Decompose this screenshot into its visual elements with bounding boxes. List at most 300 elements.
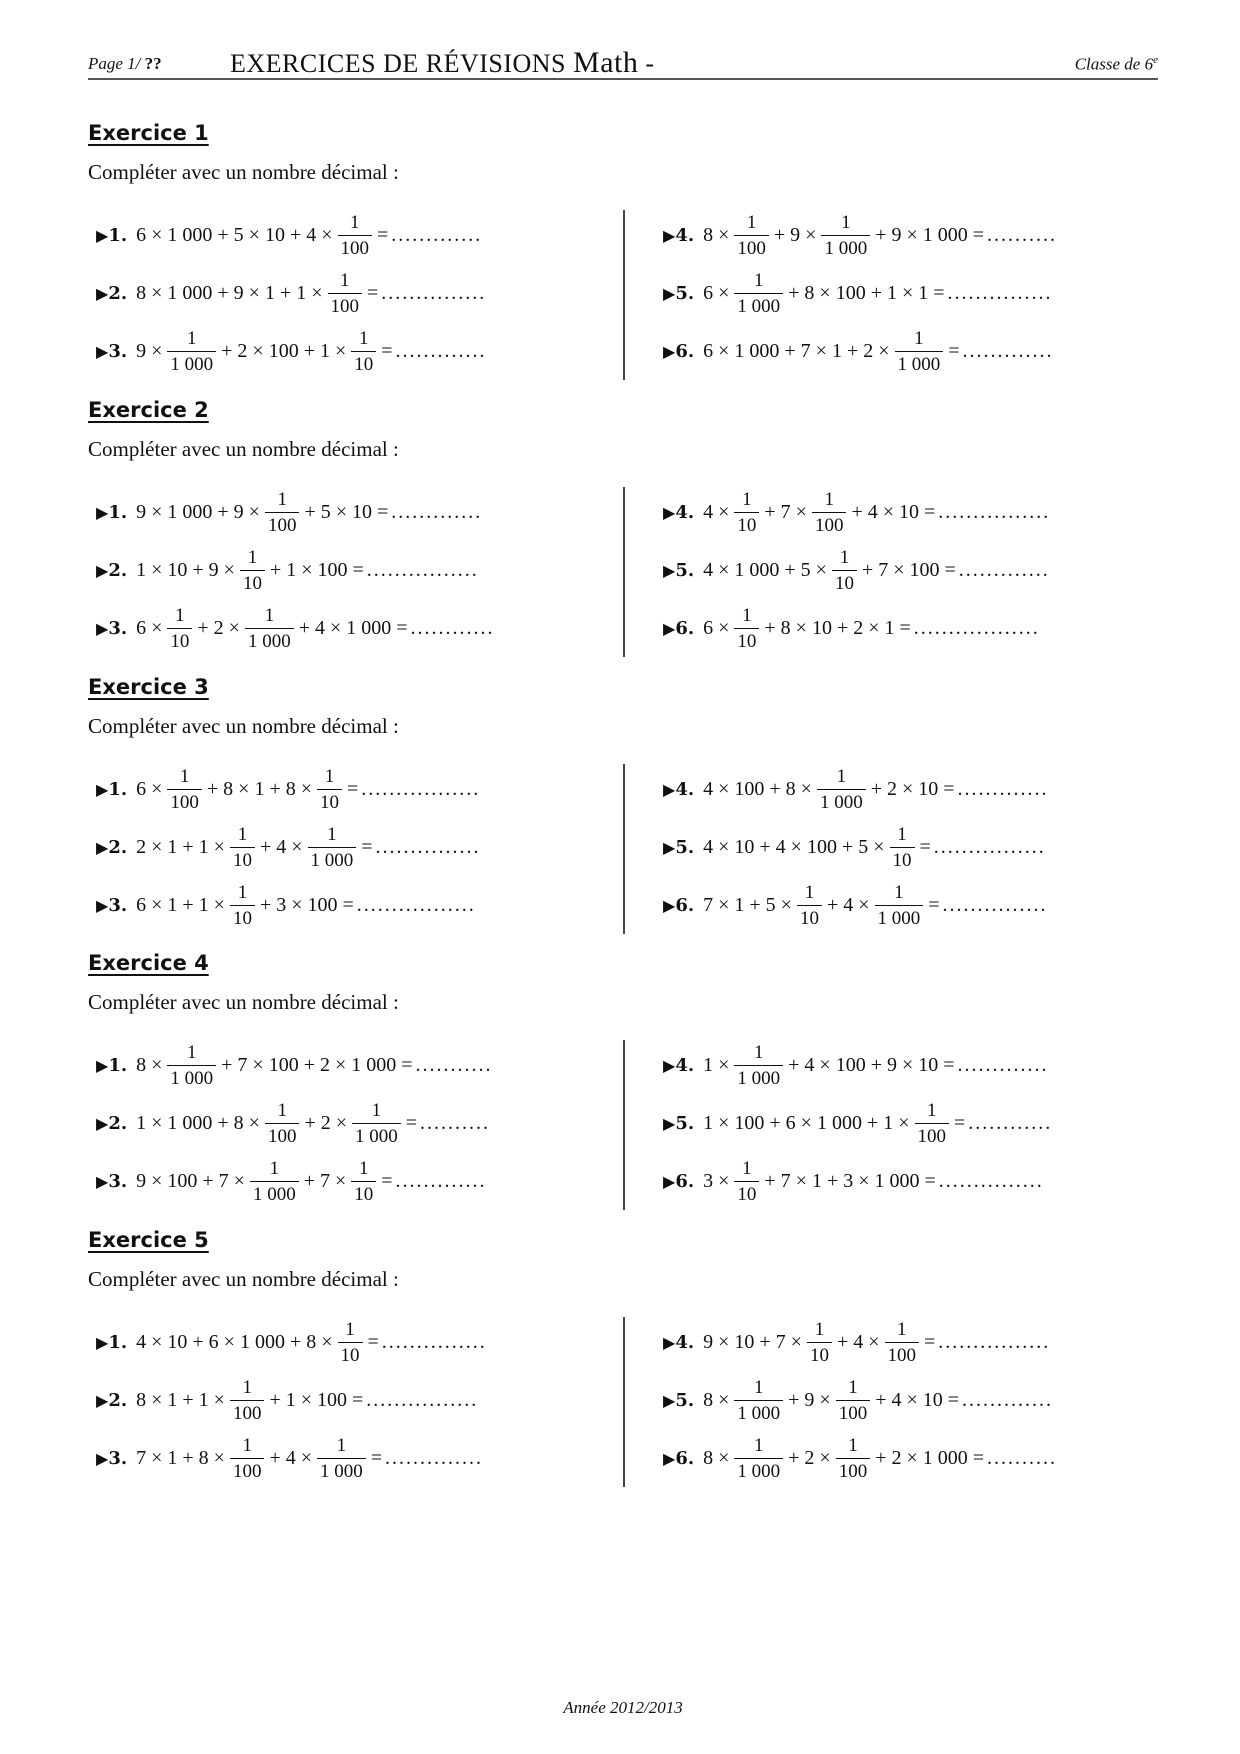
exercise-item [96, 1094, 596, 1152]
fraction [875, 883, 924, 928]
item-number: ▶5. [663, 836, 695, 858]
expression-text: 1 × 10 + 9 × [136, 558, 235, 581]
numerator: 1 [336, 1434, 347, 1456]
fraction [317, 1436, 366, 1481]
expression-text: 6 × [136, 777, 163, 800]
exercise-item [663, 599, 1163, 657]
answer-blank[interactable]: ............... [381, 1330, 487, 1353]
answer-blank[interactable]: .............. [385, 1446, 484, 1469]
exercise-instruction: Compléter avec un nombre décimal : [88, 437, 399, 461]
denominator: 1 000 [817, 789, 866, 812]
fraction [885, 1320, 920, 1365]
page-header [88, 44, 1158, 80]
column-divider [623, 210, 625, 380]
expression-text: + 2 × 100 + 1 × [221, 339, 347, 362]
fraction [230, 825, 255, 870]
expression-text: 4 × 100 + 8 × [703, 777, 812, 800]
exercise-item [96, 1152, 596, 1210]
numerator: 1 [242, 1376, 252, 1398]
item-number: ▶1. [96, 1331, 128, 1353]
answer-blank[interactable]: ................ [366, 558, 479, 581]
fraction [797, 883, 822, 928]
exercise-title: Exercice 2 [88, 398, 209, 422]
exercise-title: Exercice 4 [88, 951, 209, 975]
item-number: ▶3. [96, 1447, 128, 1469]
exercise-items [88, 1313, 1158, 1485]
fraction [734, 606, 759, 651]
fraction [265, 1101, 300, 1146]
exercise-4 [88, 948, 1158, 1208]
items-left-column [96, 1036, 596, 1210]
fraction [915, 1101, 950, 1146]
expression-text: + 4 × 1 000 = [298, 616, 408, 639]
expression-text: + 7 × 100 = [861, 558, 956, 581]
fraction [230, 883, 255, 928]
answer-blank[interactable]: ............. [957, 1053, 1049, 1076]
exercise-item [96, 541, 596, 599]
expression-text: + 2 × [304, 1111, 348, 1134]
fraction [351, 1159, 376, 1204]
items-right-column [663, 1313, 1163, 1487]
fraction [895, 329, 944, 374]
expression-text: + 2 × 10 = [870, 777, 955, 800]
expression-text: 1 × 1 000 + 8 × [136, 1111, 260, 1134]
item-number: ▶5. [663, 1112, 695, 1134]
exercise-5 [88, 1225, 1158, 1485]
expression-text: 9 × [136, 339, 163, 362]
answer-blank[interactable]: .................. [913, 616, 1040, 639]
exercise-item [663, 876, 1163, 934]
fraction [352, 1101, 401, 1146]
answer-blank[interactable]: ................. [356, 893, 476, 916]
exercise-item [663, 1371, 1163, 1429]
triangle-bullet-icon: ▶ [663, 1448, 676, 1468]
answer-blank[interactable]: ............... [947, 281, 1053, 304]
numerator: 1 [277, 1099, 287, 1121]
items-left-column [96, 483, 596, 657]
fraction [317, 767, 342, 812]
worksheet-page [88, 0, 1158, 1754]
fraction [734, 213, 769, 258]
answer-blank[interactable]: ................ [938, 1330, 1051, 1353]
expression-text: = [405, 1111, 418, 1134]
denominator: 10 [351, 1181, 376, 1204]
expression-text: 6 × [703, 281, 730, 304]
numerator: 1 [350, 211, 360, 233]
expression-text: 9 × 100 + 7 × [136, 1169, 245, 1192]
denominator: 10 [734, 628, 759, 651]
answer-blank[interactable]: ............. [962, 1388, 1054, 1411]
answer-blank[interactable]: .......... [420, 1111, 491, 1134]
item-number: ▶2. [96, 559, 128, 581]
expression-text: 7 × 1 + 5 × [703, 893, 792, 916]
denominator: 100 [328, 293, 363, 316]
expression-text: 3 × [703, 1169, 730, 1192]
fraction [245, 606, 294, 651]
exercise-item [663, 1313, 1163, 1371]
exercise-title: Exercice 3 [88, 675, 209, 699]
triangle-bullet-icon: ▶ [96, 618, 109, 638]
items-left-column [96, 206, 596, 380]
item-number: ▶4. [663, 224, 695, 246]
expression-text: + 4 × [836, 1330, 880, 1353]
triangle-bullet-icon: ▶ [96, 560, 109, 580]
item-number: ▶1. [96, 1054, 128, 1076]
numerator: 1 [894, 881, 904, 903]
exercise-item [96, 483, 596, 541]
fraction [351, 329, 376, 374]
denominator: 100 [885, 1342, 920, 1365]
numerator: 1 [345, 1318, 355, 1340]
exercise-3 [88, 672, 1158, 932]
numerator: 1 [237, 881, 248, 903]
denominator: 100 [230, 1400, 265, 1423]
triangle-bullet-icon: ▶ [663, 1332, 676, 1352]
triangle-bullet-icon: ▶ [96, 1171, 109, 1191]
triangle-bullet-icon: ▶ [96, 283, 109, 303]
expression-text: + 7 × 100 + 2 × 1 000 = [221, 1053, 413, 1076]
expression-text: + 1 × 100 = [269, 558, 364, 581]
exercise-item [663, 483, 1163, 541]
answer-blank[interactable]: ................ [938, 500, 1051, 523]
denominator: 10 [807, 1342, 832, 1365]
triangle-bullet-icon: ▶ [663, 618, 676, 638]
triangle-bullet-icon: ▶ [663, 1113, 676, 1133]
exercise-item [96, 818, 596, 876]
fraction [734, 1436, 783, 1481]
items-right-column [663, 760, 1163, 934]
expression-text: + 1 × 100 = [269, 1388, 364, 1411]
expression-text: = [347, 777, 359, 800]
numerator: 1 [237, 823, 248, 845]
expression-text: + 7 × 1 + 3 × 1 000 = [764, 1169, 936, 1192]
answer-blank[interactable]: ............. [391, 223, 483, 246]
triangle-bullet-icon: ▶ [96, 1390, 109, 1410]
fraction [308, 825, 357, 870]
denominator: 100 [812, 512, 847, 535]
answer-blank[interactable]: ............. [395, 1169, 487, 1192]
numerator: 1 [340, 269, 350, 291]
triangle-bullet-icon: ▶ [663, 341, 676, 361]
expression-text: = [381, 339, 393, 362]
triangle-bullet-icon: ▶ [96, 1055, 109, 1075]
triangle-bullet-icon: ▶ [663, 779, 676, 799]
denominator: 100 [836, 1400, 871, 1423]
triangle-bullet-icon: ▶ [663, 1171, 676, 1191]
answer-blank[interactable]: ............. [958, 558, 1050, 581]
expression-text: 6 × 1 000 + 5 × 10 + 4 × [136, 223, 333, 246]
expression-text: + 4 × [269, 1446, 313, 1469]
numerator: 1 [179, 765, 190, 787]
item-number: ▶5. [663, 282, 695, 304]
answer-blank[interactable]: ................. [361, 777, 481, 800]
fraction [167, 1043, 216, 1088]
exercise-instruction: Compléter avec un nombre décimal : [88, 714, 399, 738]
numerator: 1 [264, 604, 275, 626]
denominator: 100 [338, 235, 373, 258]
expression-text: + 2 × 1 000 = [875, 1446, 985, 1469]
numerator: 1 [754, 1376, 764, 1398]
numerator: 1 [814, 1318, 825, 1340]
answer-blank[interactable]: ............. [962, 339, 1054, 362]
expression-text: = [948, 339, 960, 362]
denominator: 10 [797, 905, 822, 928]
expression-text: + 4 × 10 = [851, 500, 936, 523]
numerator: 1 [247, 546, 258, 568]
denominator: 10 [734, 512, 759, 535]
exercise-title: Exercice 1 [88, 121, 209, 145]
exercise-item [96, 322, 596, 380]
triangle-bullet-icon: ▶ [96, 895, 109, 915]
expression-text: + 8 × 100 + 1 × 1 = [788, 281, 945, 304]
denominator: 10 [734, 1181, 759, 1204]
fraction [734, 1378, 783, 1423]
expression-text: 4 × 10 + 4 × 100 + 5 × [703, 835, 885, 858]
numerator: 1 [327, 823, 337, 845]
answer-blank[interactable]: ................ [366, 1388, 479, 1411]
expression-text: = [924, 1330, 936, 1353]
fraction [734, 1159, 759, 1204]
denominator: 10 [338, 1342, 363, 1365]
expression-text: + 2 × [197, 616, 240, 639]
column-divider [623, 1317, 625, 1487]
item-number: ▶4. [663, 1331, 695, 1353]
items-left-column [96, 1313, 596, 1487]
column-divider [623, 487, 625, 657]
expression-text: = [954, 1111, 966, 1134]
triangle-bullet-icon: ▶ [96, 1448, 109, 1468]
class-label: Classe de 6e [1074, 54, 1158, 74]
expression-text: + 8 × 1 + 8 × [206, 777, 313, 800]
expression-text: 6 × 1 + 1 × [136, 893, 225, 916]
denominator: 1 000 [352, 1123, 401, 1146]
answer-blank[interactable]: ............ [410, 616, 495, 639]
expression-text: 8 × [136, 1053, 163, 1076]
numerator: 1 [277, 488, 287, 510]
expression-text: + 4 × 100 + 9 × 10 = [788, 1053, 955, 1076]
denominator: 1 000 [895, 351, 944, 374]
column-divider [623, 764, 625, 934]
exercise-item [96, 876, 596, 934]
item-number: ▶3. [96, 894, 128, 916]
denominator: 10 [317, 789, 342, 812]
fraction [807, 1320, 832, 1365]
triangle-bullet-icon: ▶ [663, 283, 676, 303]
expression-text: = [928, 893, 940, 916]
numerator: 1 [839, 546, 850, 568]
item-number: ▶3. [96, 617, 128, 639]
item-number: ▶5. [663, 559, 695, 581]
answer-blank[interactable]: ............... [375, 835, 481, 858]
expression-text: + 7 × [303, 1169, 347, 1192]
denominator: 1 000 [734, 293, 783, 316]
fraction [734, 490, 759, 535]
exercise-item [96, 1429, 596, 1487]
fraction [817, 767, 866, 812]
numerator: 1 [359, 1157, 369, 1179]
denominator: 10 [230, 905, 255, 928]
exercise-item [663, 1094, 1163, 1152]
column-divider [623, 1040, 625, 1210]
page-number: Page 1/ ?? [88, 54, 162, 73]
answer-blank[interactable]: ............ [968, 1111, 1053, 1134]
numerator: 1 [742, 488, 752, 510]
triangle-bullet-icon: ▶ [663, 502, 676, 522]
fraction [250, 1159, 299, 1204]
fraction [240, 548, 265, 593]
numerator: 1 [824, 488, 834, 510]
fraction [265, 490, 300, 535]
exercise-item [663, 322, 1163, 380]
expression-text: 4 × 10 + 6 × 1 000 + 8 × [136, 1330, 333, 1353]
item-number: ▶5. [663, 1389, 695, 1411]
expression-text: + 4 × [826, 893, 870, 916]
exercise-instruction: Compléter avec un nombre décimal : [88, 990, 399, 1014]
numerator: 1 [914, 327, 924, 349]
denominator: 1 000 [734, 1065, 783, 1088]
numerator: 1 [897, 1318, 907, 1340]
fraction [836, 1378, 871, 1423]
expression-text: + 9 × [788, 1388, 831, 1411]
expression-text: + 8 × 10 + 2 × 1 = [764, 616, 911, 639]
exercise-item [663, 1036, 1163, 1094]
fraction [734, 271, 783, 316]
fraction [230, 1436, 265, 1481]
numerator: 1 [927, 1099, 937, 1121]
expression-text: 7 × 1 + 8 × [136, 1446, 225, 1469]
answer-blank[interactable]: ............... [381, 281, 487, 304]
fraction [812, 490, 847, 535]
denominator: 10 [351, 351, 376, 374]
numerator: 1 [371, 1099, 382, 1121]
items-right-column [663, 1036, 1163, 1210]
numerator: 1 [754, 1434, 764, 1456]
item-number: ▶2. [96, 1389, 128, 1411]
exercise-item [96, 264, 596, 322]
page-footer: Année 2012/2013 [563, 1698, 683, 1717]
item-number: ▶2. [96, 282, 128, 304]
expression-text: 4 × [703, 500, 730, 523]
expression-text: 6 × [136, 616, 163, 639]
expression-text: 1 × [703, 1053, 730, 1076]
fraction [167, 329, 216, 374]
denominator: 1 000 [734, 1400, 783, 1423]
triangle-bullet-icon: ▶ [663, 895, 676, 915]
expression-text: 6 × 1 000 + 7 × 1 + 2 × [703, 339, 890, 362]
exercise-item [96, 1036, 596, 1094]
answer-blank[interactable]: ................ [933, 835, 1046, 858]
exercise-item [96, 760, 596, 818]
expression-text: 9 × 1 000 + 9 × [136, 500, 260, 523]
numerator: 1 [848, 1376, 858, 1398]
denominator: 1 000 [821, 235, 870, 258]
numerator: 1 [897, 823, 907, 845]
denominator: 100 [836, 1458, 871, 1481]
expression-text: = [919, 835, 931, 858]
exercise-item [663, 264, 1163, 322]
triangle-bullet-icon: ▶ [96, 1332, 109, 1352]
expression-text: = [367, 281, 379, 304]
triangle-bullet-icon: ▶ [96, 837, 109, 857]
expression-text: 8 × [703, 1388, 730, 1411]
answer-blank[interactable]: ............... [942, 893, 1048, 916]
exercise-2 [88, 395, 1158, 655]
numerator: 1 [269, 1157, 280, 1179]
answer-blank[interactable]: .......... [987, 1446, 1058, 1469]
exercise-item [663, 541, 1163, 599]
exercise-item [663, 760, 1163, 818]
expression-text: = [361, 835, 373, 858]
fraction [328, 271, 363, 316]
exercise-instruction: Compléter avec un nombre décimal : [88, 160, 399, 184]
expression-text: + 5 × 10 = [304, 500, 389, 523]
expression-text: + 4 × 10 = [875, 1388, 960, 1411]
expression-text: 9 × 10 + 7 × [703, 1330, 802, 1353]
expression-text: 8 × [703, 223, 730, 246]
item-number: ▶4. [663, 501, 695, 523]
item-number: ▶6. [663, 1447, 695, 1469]
expression-text: 1 × 100 + 6 × 1 000 + 1 × [703, 1111, 910, 1134]
denominator: 1 000 [250, 1181, 299, 1204]
items-left-column [96, 760, 596, 934]
fraction [338, 1320, 363, 1365]
expression-text: 8 × [703, 1446, 730, 1469]
numerator: 1 [187, 1041, 197, 1063]
answer-blank[interactable]: .......... [987, 223, 1058, 246]
denominator: 100 [734, 235, 769, 258]
answer-blank[interactable]: ............. [391, 500, 483, 523]
denominator: 1 000 [167, 351, 216, 374]
answer-blank[interactable]: ............... [938, 1169, 1044, 1192]
denominator: 10 [832, 570, 857, 593]
triangle-bullet-icon: ▶ [96, 779, 109, 799]
numerator: 1 [242, 1434, 252, 1456]
denominator: 1 000 [875, 905, 924, 928]
triangle-bullet-icon: ▶ [663, 560, 676, 580]
expression-text: = [370, 1446, 383, 1469]
answer-blank[interactable]: ............. [957, 777, 1049, 800]
expression-text: + 3 × 100 = [259, 893, 354, 916]
numerator: 1 [742, 1157, 752, 1179]
denominator: 100 [167, 789, 202, 812]
numerator: 1 [841, 211, 851, 233]
expression-text: + 7 × [764, 500, 807, 523]
exercise-item [96, 1371, 596, 1429]
triangle-bullet-icon: ▶ [96, 341, 109, 361]
item-number: ▶1. [96, 778, 128, 800]
fraction [836, 1436, 871, 1481]
answer-blank[interactable]: ............. [395, 339, 487, 362]
expression-text: + 2 × [788, 1446, 831, 1469]
items-right-column [663, 206, 1163, 380]
denominator: 1 000 [245, 628, 294, 651]
numerator: 1 [175, 604, 185, 626]
exercise-title: Exercice 5 [88, 1228, 209, 1252]
item-number: ▶6. [663, 617, 695, 639]
answer-blank[interactable]: ........... [415, 1053, 493, 1076]
expression-text: 8 × 1 + 1 × [136, 1388, 225, 1411]
exercise-items [88, 206, 1158, 378]
denominator: 10 [240, 570, 265, 593]
item-number: ▶2. [96, 1112, 128, 1134]
item-number: ▶1. [96, 224, 128, 246]
exercise-item [663, 1152, 1163, 1210]
numerator: 1 [848, 1434, 858, 1456]
exercise-item [663, 206, 1163, 264]
triangle-bullet-icon: ▶ [96, 1113, 109, 1133]
expression-text: + 9 × [773, 223, 817, 246]
item-number: ▶3. [96, 340, 128, 362]
